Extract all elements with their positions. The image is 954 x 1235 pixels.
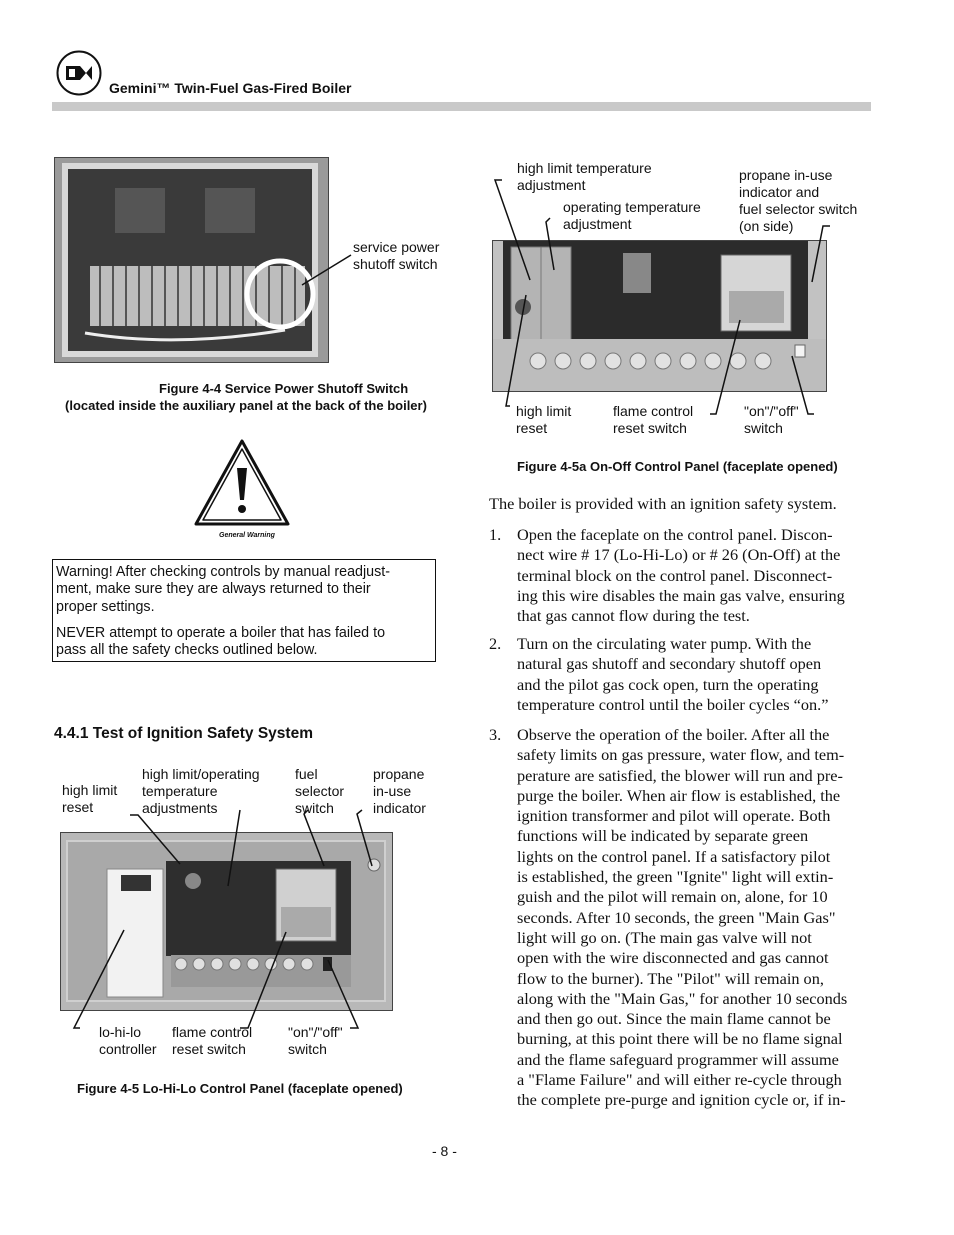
figure-4-4-leader (300, 240, 360, 290)
fig5a-label-high-limit-adj: high limit temperature adjustment (517, 160, 652, 193)
step-1-text: Open the faceplate on the control panel. Discon- nect wire # 17 (Lo-Hi-Lo) or # 26 (On-Off) at the terminal block on the control panel. Disconnect- ing this wire disables the main gas valve, ensuring that gas cannot flow during the test. (517, 525, 845, 626)
fig5-label-propane-indicator: propane in-use indicator (373, 766, 426, 816)
fig5-label-flame-reset: flame control reset switch (172, 1024, 253, 1057)
header-rule (52, 102, 871, 111)
company-logo (56, 50, 102, 96)
fig5-label-fuel-selector: fuel selector switch (295, 766, 345, 816)
page-number: - 8 - (432, 1143, 457, 1159)
figure-4-5-caption: Figure 4-5 Lo-Hi-Lo Control Panel (faceplate opened) (77, 1081, 403, 1096)
figure-4-4-caption: Figure 4-4 Service Power Shutoff Switch (159, 381, 409, 396)
warning-text: Warning! After checking controls by manual readjust- ment, make sure they are always returned to their proper settings. (56, 564, 391, 615)
fig5-label-controller: lo-hi-lo controller (99, 1024, 157, 1057)
warning-icon-label: General Warning (219, 532, 275, 539)
fig5a-label-on-off: "on"/"off" switch (744, 403, 799, 436)
section-heading: 4.4.1 Test of Ignition Safety System (54, 725, 313, 742)
step-2 (489, 634, 874, 716)
fig5a-label-flame-reset: flame control reset switch (613, 403, 694, 436)
fig5-label-on-off: "on"/"off" switch (288, 1024, 343, 1057)
warning-box (52, 559, 436, 662)
step-2-text: Turn on the circulating water pump. With the natural gas shutoff and secondary shutoff open and the pilot gas cock open, turn the operating temperature control until the boiler cycles “on.” (517, 634, 829, 714)
figure-4-5a-leaders (490, 170, 835, 430)
header-title: Gemini™ Twin-Fuel Gas-Fired Boiler (109, 80, 352, 96)
figure-4-4-photo (54, 157, 329, 363)
intro-paragraph: The boiler is provided with an ignition safety system. (489, 494, 837, 513)
warning-icon (193, 438, 291, 528)
warning-never-text: NEVER attempt to operate a boiler that has failed to pass all the safety checks outlined below. (56, 624, 386, 659)
figure-4-4-caption-sub: (located inside the auxiliary panel at the back of the boiler) (65, 398, 427, 413)
step-3-number: 3. (489, 725, 502, 744)
fig5a-label-propane-selector: propane in-use indicator and fuel selector switch (on side) (739, 167, 858, 234)
figure-4-5a-caption: Figure 4-5a On-Off Control Panel (faceplate opened) (517, 459, 838, 474)
figure-4-4-label: service power shutoff switch (353, 239, 440, 272)
step-2-number: 2. (489, 634, 502, 653)
fig5a-label-operating-adj: operating temperature adjustment (563, 199, 701, 232)
step-3-text: Observe the operation of the boiler. After all the safety limits on gas pressure, water flow, and tem- perature are satisfied, the blower will run and pre- purge the boiler. When air flow is established, the ignition transformer and pilot will operate. Both functions will be indicated by separate green lights on the control panel. If a satisfactory pilot is established, the green "Ignite" light will extin- guish and the pilot will remain on, alone, for 10 seconds. After 10 seconds, the green "Main Gas" light will go on. (The main gas valve will not open with the wire disconnected and gas cannot flow to the burner). The "Pilot" will remain on, along with the "Main Gas," for another 10 seconds and then go out. Since the main flame cannot be burning, at this point there will be no flame signal and the flame safeguard programmer will assume a "Flame Failure" and will either re-cycle through the complete pre-purge and ignition cycle or, if in- (517, 725, 848, 1110)
fig5a-label-high-limit-reset: high limit reset (516, 403, 572, 436)
step-1-number: 1. (489, 525, 502, 544)
fig5-label-high-limit-reset: high limit reset (62, 782, 118, 815)
step-3 (489, 725, 879, 1115)
step-1 (489, 525, 874, 627)
fig5-label-temp-adjustments: high limit/operating temperature adjustments (142, 766, 260, 816)
figure-4-5-leaders (60, 780, 390, 1040)
